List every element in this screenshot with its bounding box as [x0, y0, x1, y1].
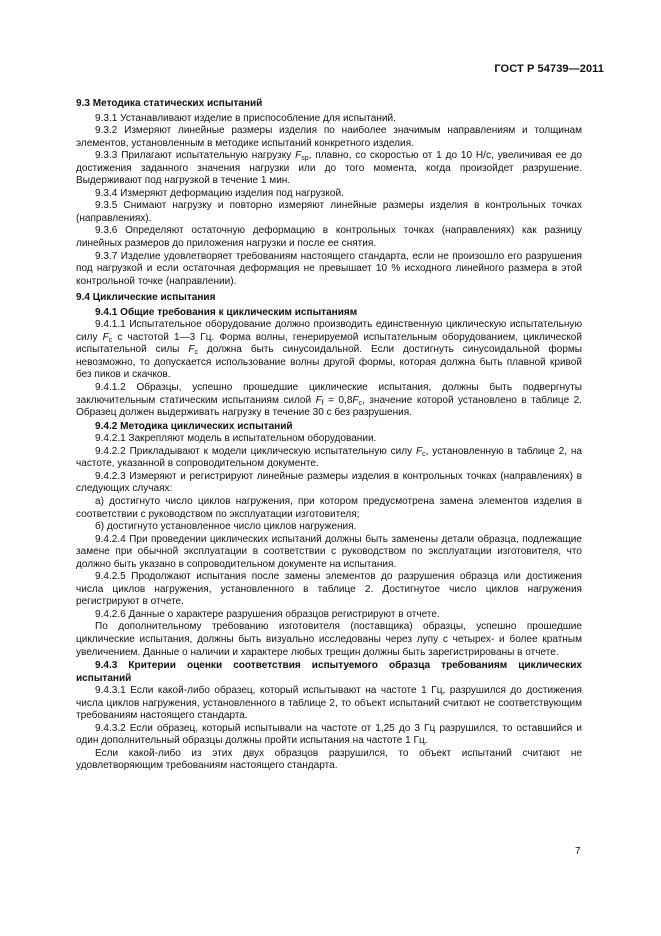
section-9-4-1-title: 9.4.1 Общие требования к циклическим испытаниям [95, 306, 358, 318]
paragraph-9-4-1-2: 9.4.1.2 Образцы, успешно прошедшие циклические испытания, должны быть подвергнуты заключительным статическим испытаниям силой $F_f = 0,8F_c$, значение которой установлено в таблице 2. Образец должен выдерживать нагрузку в течение 30 с без разрушения. [76, 382, 582, 419]
paragraph-9-4-2-4: 9.4.2.4 При проведении циклических испытаний должны быть заменены детали образца, подлежащие замене при обычной эксплуатации в соответствии с руководством по эксплуатации изготовителя, что должно быть указано в сопроводительном документе на испытания. [76, 533, 582, 570]
document-header: ГОСТ Р 54739—2011 [494, 63, 604, 75]
list-item-b: б) достигнуто установленное число циклов нагружения. [95, 521, 357, 533]
section-9-3-title: 9.3 Методика статических испытаний [76, 98, 263, 109]
paragraph-9-4-2-5: 9.4.2.5 Продолжают испытания после замены элементов до разрушения образца или достижения числа циклов нагружения, установленного в таблице 2. Достигнутое число циклов нагружения регистрируют в отчете. [76, 571, 582, 608]
paragraph-9-3-4: 9.3.4 Измеряют деформацию изделия под нагрузкой. [95, 187, 344, 199]
section-9-4-3-title: 9.4.3 Критерии оценки соответствия испытуемого образца требованиям циклических испытаний [76, 660, 582, 684]
paragraph-9-3-7: 9.3.7 Изделие удовлетворяет требованиям настоящего стандарта, если не произошло его разрушения под нагрузкой и если остаточная деформация не превышает 10 % исходного линейного размера в этой контрольной точке (направлении). [76, 250, 582, 287]
paragraph-final: Если какой-либо из этих двух образцов разрушился, то объект испытаний считают не удовлетворяющим требованиям настоящего стандарта. [76, 747, 582, 772]
paragraph-9-4-3-1: 9.4.3.1 Если какой-либо образец, который испытывают на частоте 1 Гц, разрушился до достижения числа циклов нагружения, установленного в таблице 2, то объект испытаний считают не соответствующим требованиям настоящего стандарта. [76, 685, 582, 722]
paragraph-9-3-1: 9.3.1 Устанавливают изделие в приспособление для испытаний. [95, 112, 396, 124]
paragraph-9-4-2-2: 9.4.2.2 Прикладывают к модели циклическую испытательную силу $F_c$, установленную в таблице 2, на частоте, указанной в сопроводительном документе. [76, 445, 582, 470]
paragraph-9-4-2-3: 9.4.2.3 Измеряют и регистрируют линейные размеры изделия в контрольных точках (направлениях) в следующих случаях: [76, 470, 582, 495]
page-number: 7 [575, 846, 581, 857]
paragraph-9-4-2-6: 9.4.2.6 Данные о характере разрушения образцов регистрируют в отчете. [95, 608, 440, 620]
paragraph-9-4-2-1: 9.4.2.1 Закрепляют модель в испытательном оборудовании. [95, 433, 377, 445]
paragraph-additional-requirement: По дополнительному требованию изготовителя (поставщика) образцы, успешно прошедшие циклические испытания, должны быть визуально исследованы через лупу с четырех- и более кратным увеличением. Данные о наличии и характере любых трещин должны быть зарегистрированы в отчете. [76, 621, 582, 658]
paragraph-9-3-2: 9.3.2 Измеряют линейные размеры изделия по наиболее значимым направлениям и толщинам элементов, установленным в методике испытаний конкретного изделия. [76, 125, 582, 149]
paragraph-9-3-3: 9.3.3 Прилагают испытательную нагрузку $F_{sp}$, плавно, со скоростью от 1 до 10 Н/с, увеличивая ее до достижения заданного значения нагрузки или до того момента, когда произойдет разрушение. Выдерживают под нагрузкой в течение 1 мин. [76, 150, 582, 187]
section-9-4-2-title: 9.4.2 Методика циклических испытаний [95, 420, 293, 432]
document-body [76, 94, 582, 773]
list-item-a: а) достигнуто число циклов нагружения, при котором предусмотрена замена элементов изделия в соответствии с руководством по эксплуатации изготовителя; [76, 495, 582, 520]
section-9-4-title: 9.4 Циклические испытания [76, 292, 216, 304]
paragraph-9-4-3-2: 9.4.3.2 Если образец, который испытывали на частоте от 1,25 до 3 Гц разрушился, то оставшийся и один дополнительный образцы должны пройти испытания на частоте 1 Гц. [76, 722, 582, 747]
paragraph-9-3-5: 9.3.5 Снимают нагрузку и повторно измеряют линейные размеры изделия в контрольных точках (направлениях). [76, 200, 582, 224]
paragraph-9-4-1-1: 9.4.1.1 Испытательное оборудование должно производить единственную циклическую испытательную силу $F_c$ с частотой 1—3 Гц. Форма волны, генерируемой испытательным оборудованием, циклической испытательной силы $F_c$ должна быть синусоидальной. Если достигнуть синусоидальной формы невозможно, то допускается использование волны другой формы, которая должна быть плавной кривой без пиков и скачков. [76, 319, 582, 381]
paragraph-9-3-6: 9.3.6 Определяют остаточную деформацию в контрольных точках (направлениях) как разницу линейных размеров до приложения нагрузки и после ее снятия. [76, 225, 582, 250]
